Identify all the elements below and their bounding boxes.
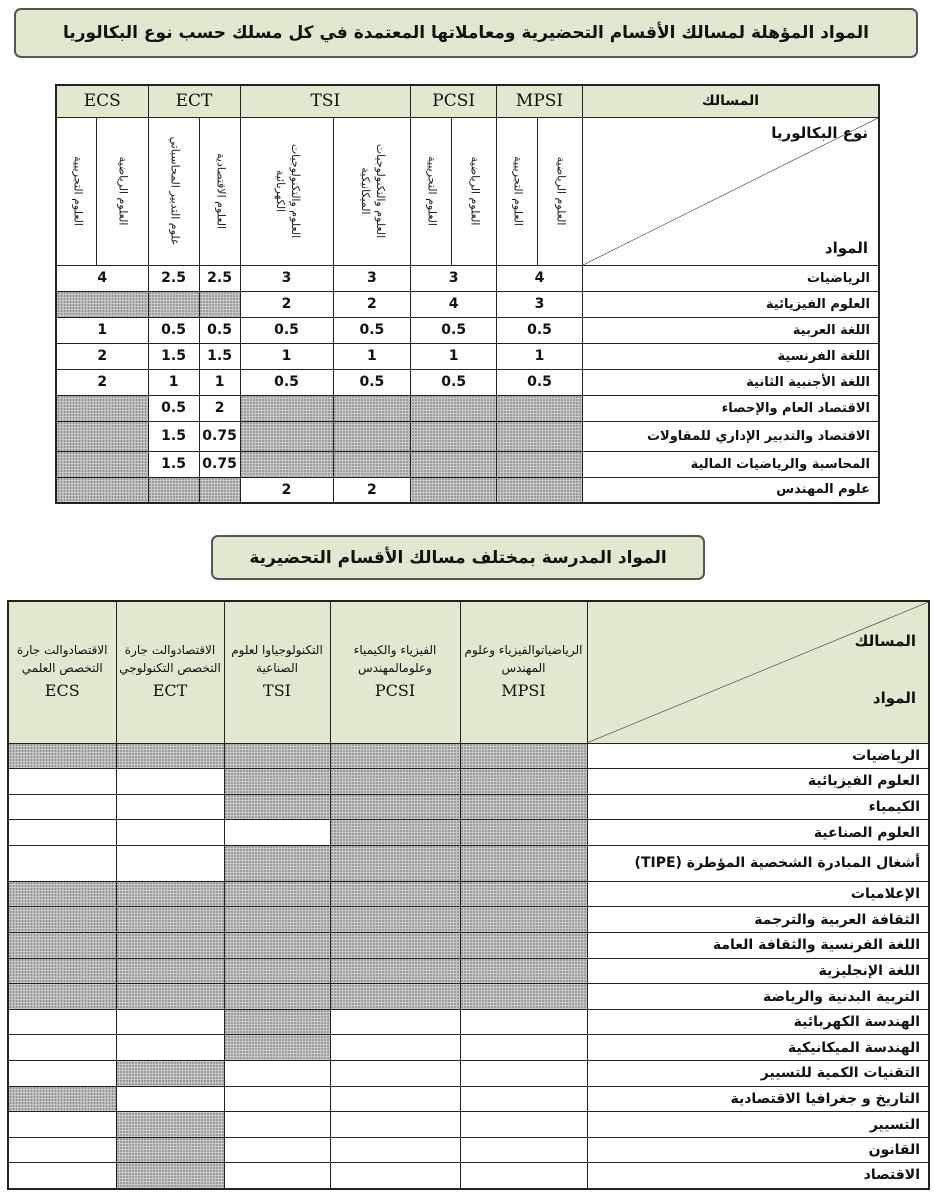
coefficient-cell: 1.5 — [148, 343, 199, 369]
track-header-ecs: ECS — [56, 85, 148, 117]
subject-row — [8, 1086, 929, 1112]
unavailable-cell — [411, 451, 497, 477]
corner-tracks-label: المسالك — [854, 632, 916, 650]
taught-cell — [460, 907, 587, 933]
coefficient-cell: 2.5 — [199, 265, 240, 291]
coefficient-cell: 2 — [199, 395, 240, 421]
corner-subjects-label: المواد — [824, 238, 868, 257]
taught-cell — [224, 881, 330, 907]
subject-label: الثقافة العربية والترجمة — [587, 907, 929, 933]
unavailable-cell — [56, 395, 148, 421]
subject-row — [8, 984, 929, 1010]
not-taught-cell — [330, 1163, 460, 1189]
bac-type-label: علوم التدبير المحاسباتي — [167, 136, 181, 246]
coefficient-cell: 2 — [240, 291, 333, 317]
coefficient-cell: 2 — [56, 343, 148, 369]
taught-cell — [116, 1137, 224, 1163]
coefficient-cell: 1.5 — [148, 421, 199, 451]
unavailable-cell — [56, 421, 148, 451]
not-taught-cell — [8, 820, 116, 846]
not-taught-cell — [330, 1086, 460, 1112]
not-taught-cell — [460, 1035, 587, 1061]
taught-cell — [460, 769, 587, 795]
bac-type-label: العلوم والتكنولوجيات الكهربائية — [273, 143, 302, 239]
bac-type-label: العلوم الرياضية — [468, 156, 482, 226]
unavailable-cell — [411, 395, 497, 421]
taught-cell — [330, 984, 460, 1010]
not-taught-cell — [330, 1137, 460, 1163]
track-name: التكنولوجياوا لعلوم الصناعية — [231, 643, 323, 675]
corner-diagonal-cell — [587, 601, 929, 743]
coefficient-cell: 3 — [240, 265, 333, 291]
top-title-banner — [14, 8, 918, 58]
coefficient-row — [56, 265, 879, 291]
not-taught-cell — [224, 820, 330, 846]
subject-label: التسيير — [587, 1112, 929, 1138]
track-header-mpsi — [460, 601, 587, 743]
coefficient-row — [56, 421, 879, 451]
bac-type-cell — [411, 117, 452, 265]
subject-label: الرياضيات — [587, 743, 929, 769]
not-taught-cell — [8, 845, 116, 881]
not-taught-cell — [8, 1009, 116, 1035]
track-code: TSI — [263, 681, 291, 701]
corner-header: المسالك — [582, 85, 879, 117]
coefficient-cell: 2 — [333, 477, 411, 503]
taught-cell — [460, 845, 587, 881]
coefficient-cell: 0.75 — [199, 421, 240, 451]
coefficient-cell: 3 — [333, 265, 411, 291]
subject-label: الإعلاميات — [587, 881, 929, 907]
unavailable-cell — [240, 451, 333, 477]
bac-type-label: العلوم التجريبية — [71, 156, 85, 226]
taught-cell — [224, 794, 330, 820]
subject-row — [8, 958, 929, 984]
bac-type-label: العلوم الاقتصادية — [214, 152, 227, 229]
coefficient-cell: 0.5 — [240, 369, 333, 395]
taught-cell — [224, 845, 330, 881]
not-taught-cell — [460, 1061, 587, 1087]
taught-cell — [330, 907, 460, 933]
not-taught-cell — [116, 820, 224, 846]
coefficient-cell: 0.5 — [199, 317, 240, 343]
unavailable-cell — [497, 421, 583, 451]
coefficient-cell: 0.75 — [199, 451, 240, 477]
corner-subjects-label: المواد — [872, 688, 916, 707]
unavailable-cell — [333, 395, 411, 421]
not-taught-cell — [460, 1086, 587, 1112]
coefficient-row — [56, 395, 879, 421]
bac-type-label: العلوم الرياضية — [554, 156, 568, 226]
subject-row — [8, 1035, 929, 1061]
coefficient-cell: 1 — [333, 343, 411, 369]
coefficient-cell: 1 — [199, 369, 240, 395]
coefficient-cell: 0.5 — [411, 317, 497, 343]
taught-cell — [8, 933, 116, 959]
taught-cell — [8, 958, 116, 984]
unavailable-cell — [497, 395, 583, 421]
not-taught-cell — [224, 1137, 330, 1163]
taught-cell — [8, 984, 116, 1010]
subject-label: اللغة الفرنسية والثقافة العامة — [587, 933, 929, 959]
subject-label: علوم المهندس — [582, 477, 879, 503]
track-code: MPSI — [501, 681, 546, 701]
coefficient-cell: 1.5 — [199, 343, 240, 369]
subject-row — [8, 907, 929, 933]
not-taught-cell — [330, 1035, 460, 1061]
track-name: الاقتصادوالت جارة التخصص العلمي — [17, 643, 108, 675]
taught-cell — [460, 820, 587, 846]
coefficients-table — [55, 84, 880, 504]
subject-label: اللغة الأجنبية الثانية — [582, 369, 879, 395]
subject-row — [8, 743, 929, 769]
track-header-pcsi — [330, 601, 460, 743]
unavailable-cell — [199, 291, 240, 317]
taught-cell — [116, 881, 224, 907]
track-header-ect — [116, 601, 224, 743]
subject-row — [8, 1061, 929, 1087]
subject-label: اللغة العربية — [582, 317, 879, 343]
coefficient-cell: 0.5 — [148, 395, 199, 421]
coefficient-cell: 2.5 — [148, 265, 199, 291]
unavailable-cell — [333, 451, 411, 477]
coefficient-cell: 1.5 — [148, 451, 199, 477]
subject-label: التقنيات الكمية للتسيير — [587, 1061, 929, 1087]
coefficient-cell: 0.5 — [240, 317, 333, 343]
unavailable-cell — [56, 477, 148, 503]
bac-type-label: العلوم التجريبية — [425, 156, 439, 226]
coefficient-cell: 0.5 — [333, 369, 411, 395]
taught-cell — [460, 958, 587, 984]
not-taught-cell — [116, 1009, 224, 1035]
bac-type-cell — [497, 117, 538, 265]
taught-cell — [224, 984, 330, 1010]
not-taught-cell — [330, 1009, 460, 1035]
bac-type-cell — [199, 117, 240, 265]
subject-row — [8, 1137, 929, 1163]
corner-bac-type-label: نوع البكالوريا — [771, 123, 868, 142]
subjects-table — [7, 600, 930, 1190]
not-taught-cell — [330, 1112, 460, 1138]
taught-cell — [224, 769, 330, 795]
subject-row — [8, 794, 929, 820]
unavailable-cell — [411, 421, 497, 451]
coefficient-cell: 0.5 — [497, 317, 583, 343]
subject-row — [8, 845, 929, 881]
coefficient-row — [56, 451, 879, 477]
bac-type-label: العلوم التجريبية — [511, 156, 525, 226]
bottom-title-banner — [211, 535, 705, 580]
not-taught-cell — [224, 1061, 330, 1087]
subject-row — [8, 1009, 929, 1035]
not-taught-cell — [8, 769, 116, 795]
diagonal-line — [588, 602, 929, 743]
taught-cell — [224, 933, 330, 959]
taught-cell — [460, 881, 587, 907]
coefficient-cell: 2 — [333, 291, 411, 317]
track-name: الرياضياتوالفيزياء وعلوم المهندس — [464, 643, 583, 675]
taught-cell — [330, 820, 460, 846]
not-taught-cell — [116, 1035, 224, 1061]
not-taught-cell — [460, 1009, 587, 1035]
taught-cell — [460, 794, 587, 820]
subject-row — [8, 820, 929, 846]
track-name: الفيزياء والكيمياء وعلومالمهندس — [353, 643, 437, 675]
taught-cell — [330, 881, 460, 907]
not-taught-cell — [116, 1086, 224, 1112]
unavailable-cell — [240, 421, 333, 451]
taught-cell — [460, 984, 587, 1010]
bac-type-cell — [452, 117, 497, 265]
coefficient-cell: 4 — [497, 265, 583, 291]
not-taught-cell — [330, 1061, 460, 1087]
taught-cell — [224, 743, 330, 769]
not-taught-cell — [8, 1163, 116, 1189]
subject-label: الاقتصاد — [587, 1163, 929, 1189]
coefficient-cell: 0.5 — [497, 369, 583, 395]
not-taught-cell — [8, 1061, 116, 1087]
track-header-pcsi: PCSI — [411, 85, 497, 117]
taught-cell — [330, 958, 460, 984]
track-header-ect: ECT — [148, 85, 240, 117]
subject-label: العلوم الفيزيائية — [582, 291, 879, 317]
subject-label: التربية البدنية والرياضة — [587, 984, 929, 1010]
bac-type-cell — [333, 117, 411, 265]
track-header-tsi — [224, 601, 330, 743]
taught-cell — [8, 881, 116, 907]
taught-cell — [330, 933, 460, 959]
coefficient-cell: 2 — [240, 477, 333, 503]
coefficient-cell: 1 — [411, 343, 497, 369]
unavailable-cell — [148, 477, 199, 503]
taught-cell — [8, 743, 116, 769]
unavailable-cell — [56, 451, 148, 477]
taught-cell — [116, 1112, 224, 1138]
coefficient-cell: 1 — [240, 343, 333, 369]
subject-label: المحاسبة والرياضيات المالية — [582, 451, 879, 477]
coefficient-row — [56, 343, 879, 369]
subject-label: اللغة الإنجليزية — [587, 958, 929, 984]
not-taught-cell — [460, 1137, 587, 1163]
track-header-tsi: TSI — [240, 85, 411, 117]
taught-cell — [330, 794, 460, 820]
track-header-mpsi: MPSI — [497, 85, 583, 117]
bac-type-label: العلوم والتكنولوجيات الميكانيكية — [358, 143, 387, 239]
bac-type-cell — [56, 117, 97, 265]
coefficient-cell: 3 — [411, 265, 497, 291]
taught-cell — [224, 958, 330, 984]
unavailable-cell — [199, 477, 240, 503]
unavailable-cell — [497, 451, 583, 477]
coefficient-cell: 0.5 — [333, 317, 411, 343]
taught-cell — [116, 1163, 224, 1189]
bac-type-cell — [538, 117, 583, 265]
taught-cell — [116, 1061, 224, 1087]
not-taught-cell — [8, 1112, 116, 1138]
not-taught-cell — [116, 845, 224, 881]
unavailable-cell — [497, 477, 583, 503]
taught-cell — [116, 984, 224, 1010]
subject-label: العلوم الصناعية — [587, 820, 929, 846]
track-code: ECT — [152, 681, 188, 701]
taught-cell — [116, 743, 224, 769]
subject-label: الاقتصاد والتدبير الإداري للمقاولات — [582, 421, 879, 451]
unavailable-cell — [333, 421, 411, 451]
coefficient-cell: 4 — [56, 265, 148, 291]
coefficient-cell: 2 — [56, 369, 148, 395]
coefficient-cell: 0.5 — [411, 369, 497, 395]
not-taught-cell — [8, 1137, 116, 1163]
subject-row — [8, 1112, 929, 1138]
subject-row — [8, 933, 929, 959]
coefficient-row — [56, 477, 879, 503]
subject-label: القانون — [587, 1137, 929, 1163]
not-taught-cell — [116, 794, 224, 820]
taught-cell — [330, 769, 460, 795]
subject-label: الكيمياء — [587, 794, 929, 820]
coefficient-row — [56, 369, 879, 395]
track-code: PCSI — [374, 681, 416, 701]
bac-type-cell — [97, 117, 148, 265]
taught-cell — [8, 1086, 116, 1112]
not-taught-cell — [224, 1163, 330, 1189]
bac-type-cell — [148, 117, 199, 265]
unavailable-cell — [411, 477, 497, 503]
subject-label: الاقتصاد العام والإحصاء — [582, 395, 879, 421]
taught-cell — [8, 907, 116, 933]
taught-cell — [330, 845, 460, 881]
subject-label: الهندسة الكهربائية — [587, 1009, 929, 1035]
taught-cell — [224, 907, 330, 933]
subject-row — [8, 1163, 929, 1189]
coefficient-cell: 0.5 — [148, 317, 199, 343]
not-taught-cell — [116, 769, 224, 795]
coefficient-cell: 1 — [497, 343, 583, 369]
unavailable-cell — [148, 291, 199, 317]
taught-cell — [330, 743, 460, 769]
subject-label: اللغة الفرنسية — [582, 343, 879, 369]
coefficient-row — [56, 291, 879, 317]
track-code: ECS — [44, 681, 80, 701]
coefficient-cell: 4 — [411, 291, 497, 317]
bac-type-label: العلوم الرياضية — [116, 156, 130, 226]
subject-row — [8, 881, 929, 907]
not-taught-cell — [224, 1086, 330, 1112]
subject-label: التاريخ و جغرافيا الاقتصادية — [587, 1086, 929, 1112]
not-taught-cell — [460, 1112, 587, 1138]
taught-cell — [116, 907, 224, 933]
taught-cell — [116, 933, 224, 959]
coefficient-cell: 1 — [148, 369, 199, 395]
corner-diagonal-cell — [582, 117, 879, 265]
coefficient-cell: 3 — [497, 291, 583, 317]
not-taught-cell — [460, 1163, 587, 1189]
top-title: المواد المؤهلة لمسالك الأقسام التحضيرية ومعاملاتها المعتمدة في كل مسلك حسب نوع البكالوريا — [62, 23, 870, 43]
coefficient-cell: 1 — [56, 317, 148, 343]
unavailable-cell — [240, 395, 333, 421]
not-taught-cell — [224, 1112, 330, 1138]
subject-label: أشغال المبادرة الشخصية المؤطرة (TIPE) — [587, 845, 929, 881]
track-header-ecs — [8, 601, 116, 743]
taught-cell — [116, 958, 224, 984]
bac-type-cell — [240, 117, 333, 265]
taught-cell — [460, 933, 587, 959]
not-taught-cell — [8, 1035, 116, 1061]
coefficient-row — [56, 317, 879, 343]
not-taught-cell — [8, 794, 116, 820]
subject-label: الهندسة الميكانيكية — [587, 1035, 929, 1061]
subject-row — [8, 769, 929, 795]
track-name: الاقتصادوالت جارة التخصص التكنولوجي — [119, 643, 221, 675]
taught-cell — [460, 743, 587, 769]
unavailable-cell — [56, 291, 148, 317]
taught-cell — [224, 1035, 330, 1061]
subject-label: الرياضيات — [582, 265, 879, 291]
bottom-title: المواد المدرسة بمختلف مسالك الأقسام التحضيرية — [249, 547, 667, 568]
taught-cell — [224, 1009, 330, 1035]
subject-label: العلوم الفيزيائية — [587, 769, 929, 795]
